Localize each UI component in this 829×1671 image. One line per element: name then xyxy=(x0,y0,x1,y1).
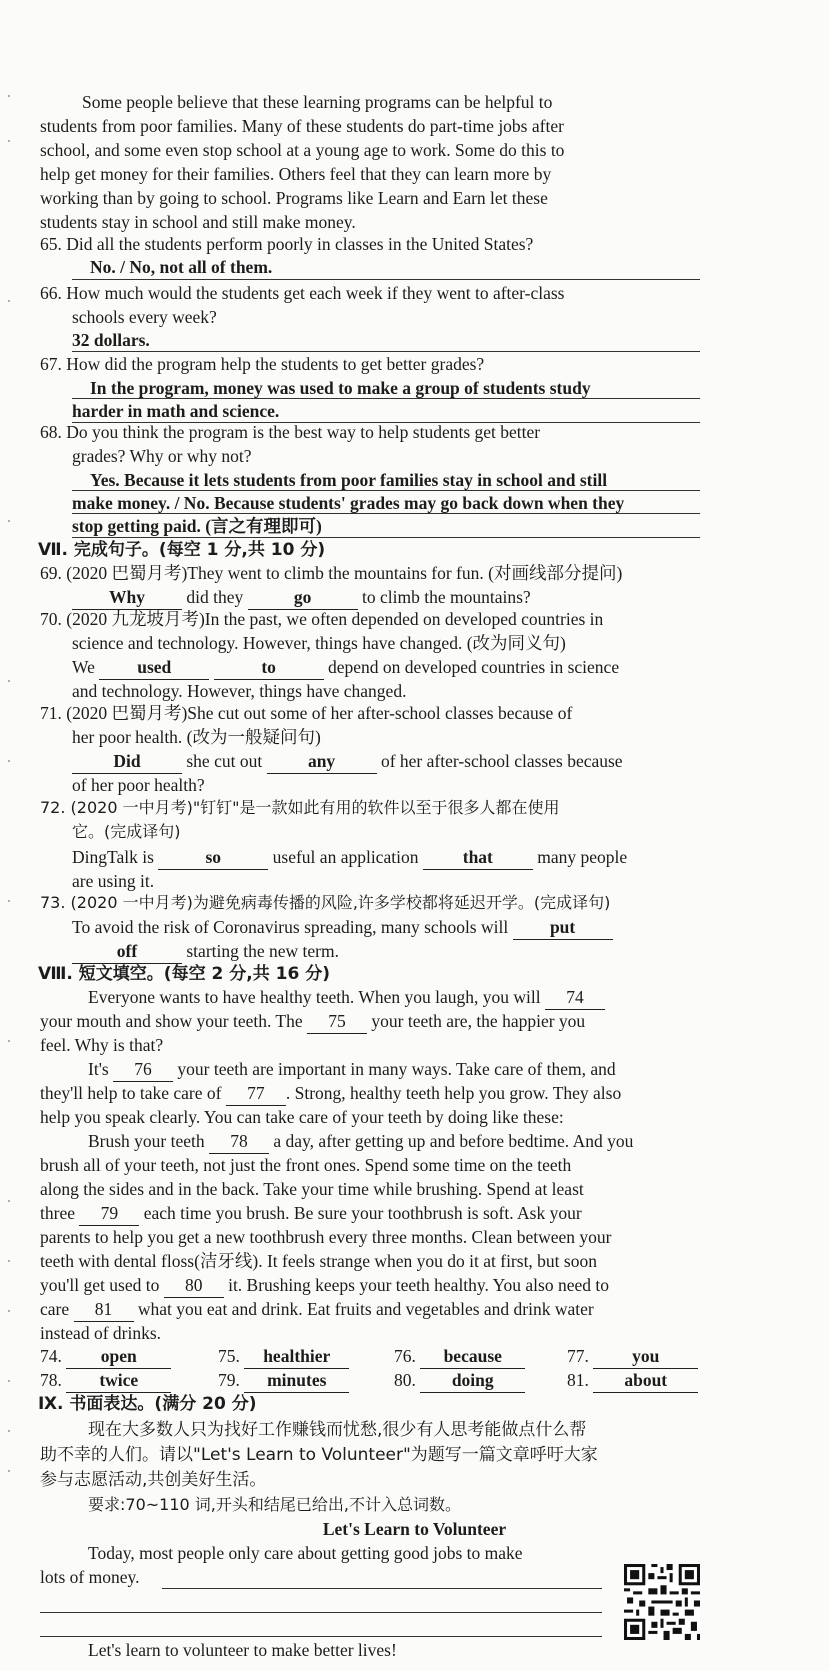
sentence-73-cont xyxy=(72,939,339,964)
answer-text: doing xyxy=(420,1368,525,1393)
blank-answer: any xyxy=(267,749,377,774)
answer-item xyxy=(40,1368,171,1393)
sentence-70 xyxy=(72,655,619,680)
answer-68-cont: stop getting paid. (言之有理即可) xyxy=(72,516,322,536)
question-73: 73. (2020 一中月考)为避免病毒传播的风险,许多学校都将延迟开学。(完成译句) xyxy=(40,893,611,912)
question-66-cont: schools every week? xyxy=(72,307,217,327)
sentence-72 xyxy=(72,845,627,870)
writing-line xyxy=(162,1588,602,1589)
answer-number: 74. xyxy=(40,1346,62,1366)
answer-item xyxy=(218,1344,349,1369)
passage-line: school, and some even stop school at a young age to work. Some do this to xyxy=(40,140,565,160)
blank-answer: off xyxy=(72,939,182,964)
answer-text: you xyxy=(593,1344,698,1369)
cloze-text: what you eat and drink. Eat fruits and vegetables and drink water xyxy=(137,1299,594,1319)
cloze-text: each time you brush. Be sure your toothbrush is soft. Ask your xyxy=(143,1203,582,1223)
answer-text: twice xyxy=(66,1368,171,1393)
section-title: Ⅷ. 短文填空。(每空 2 分,共 16 分) xyxy=(38,964,330,984)
cloze-line xyxy=(88,1129,633,1154)
blank-answer: Did xyxy=(72,749,182,774)
cloze-line xyxy=(40,1201,582,1226)
cloze-text: It's xyxy=(88,1059,109,1079)
sentence-text: to climb the mountains? xyxy=(362,587,531,607)
passage-line: working than by going to school. Programs like Learn and Earn let these xyxy=(40,188,548,208)
cloze-line: parents to help you get a new toothbrush every three months. Clean between your xyxy=(40,1227,612,1247)
sentence-text: DingTalk is xyxy=(72,847,154,867)
passage-line: students stay in school and still make money. xyxy=(40,212,356,232)
question-69: 69. (2020 巴蜀月考)They went to climb the mountains for fun. (对画线部分提问) xyxy=(40,563,623,583)
answer-item xyxy=(394,1368,525,1393)
sentence-73 xyxy=(72,915,613,940)
answer-text: because xyxy=(420,1344,525,1369)
cloze-line: brush all of your teeth, not just the front ones. Spend some time on the teeth xyxy=(40,1155,572,1175)
qr-code-icon xyxy=(624,1564,700,1640)
sentence-text: many people xyxy=(537,847,628,867)
answer-number: 80. xyxy=(394,1370,416,1390)
cloze-text: three xyxy=(40,1203,75,1223)
answer-rule xyxy=(72,513,700,514)
essay-start: Today, most people only care about getting good jobs to make xyxy=(88,1543,523,1563)
answer-rule xyxy=(72,279,700,280)
sentence-text: of her after-school classes because xyxy=(380,751,623,771)
answer-text: open xyxy=(66,1344,171,1369)
cloze-text: you'll get used to xyxy=(40,1275,160,1295)
cloze-text: . Strong, healthy teeth help you grow. They also xyxy=(285,1083,622,1103)
answer-item xyxy=(218,1368,349,1393)
answer-item xyxy=(40,1344,171,1369)
answer-68-cont: make money. / No. Because students' grades may go back down when they xyxy=(72,493,625,513)
question-70-cont: science and technology. However, things have changed. (改为同义句) xyxy=(72,633,566,653)
sentence-72-cont: are using it. xyxy=(72,871,155,891)
prompt-line: 参与志愿活动,共创美好生活。 xyxy=(40,1470,267,1490)
question-66: 66. How much would the students get each week if they went to after-class xyxy=(40,283,565,303)
blank-answer: that xyxy=(423,845,533,870)
cloze-line xyxy=(40,1273,609,1298)
answer-rule xyxy=(72,490,700,491)
sentence-71 xyxy=(72,749,623,774)
cloze-blank: 74 xyxy=(545,985,605,1010)
question-72-cont: 它。(完成译句) xyxy=(72,822,181,841)
cloze-line: instead of drinks. xyxy=(40,1323,162,1343)
cloze-text: your mouth and show your teeth. The xyxy=(40,1011,303,1031)
sentence-70-cont: and technology. However, things have changed. xyxy=(72,681,407,701)
requirement: 要求:70~110 词,开头和结尾已给出,不计入总词数。 xyxy=(88,1495,461,1514)
cloze-blank: 80 xyxy=(164,1273,224,1298)
sentence-text: she cut out xyxy=(186,751,263,771)
answer-68: Yes. Because it lets students from poor families stay in school and still xyxy=(90,470,608,490)
question-71: 71. (2020 巴蜀月考)She cut out some of her after-school classes because of xyxy=(40,703,573,723)
answer-number: 76. xyxy=(394,1346,416,1366)
cloze-blank: 81 xyxy=(74,1297,134,1322)
cloze-blank: 76 xyxy=(113,1057,173,1082)
answer-rule xyxy=(72,398,700,399)
sentence-text: To avoid the risk of Coronavirus spreading, many schools will xyxy=(72,917,509,937)
writing-line xyxy=(40,1636,602,1637)
cloze-blank: 75 xyxy=(307,1009,367,1034)
cloze-blank: 78 xyxy=(209,1129,269,1154)
sentence-text: starting the new term. xyxy=(186,941,339,961)
prompt-line: 现在大多数人只为找好工作赚钱而忧愁,很少有人思考能做点什么帮 xyxy=(88,1420,587,1440)
cloze-text: it. Brushing keeps your teeth healthy. You also need to xyxy=(228,1275,609,1295)
answer-item xyxy=(394,1344,525,1369)
question-65: 65. Did all the students perform poorly in classes in the United States? xyxy=(40,234,534,254)
answer-number: 77. xyxy=(567,1346,589,1366)
answer-67: In the program, money was used to make a group of students study xyxy=(90,378,591,398)
sentence-71-cont: of her poor health? xyxy=(72,775,205,795)
sentence-text: did they xyxy=(186,587,244,607)
sentence-text: depend on developed countries in science xyxy=(328,657,620,677)
blank-answer: to xyxy=(214,655,324,680)
cloze-line xyxy=(40,1009,585,1034)
prompt-line: 助不幸的人们。请以"Let's Learn to Volunteer"为题写一篇文章呼吁大家 xyxy=(40,1445,598,1465)
cloze-line: help you speak clearly. You can take care of your teeth by doing like these: xyxy=(40,1107,564,1127)
cloze-text: they'll help to take care of xyxy=(40,1083,222,1103)
question-70: 70. (2020 九龙坡月考)In the past, we often depended on developed countries in xyxy=(40,609,604,629)
question-68-cont: grades? Why or why not? xyxy=(72,446,252,466)
cloze-line: feel. Why is that? xyxy=(40,1035,164,1055)
passage-line: students from poor families. Many of these students do part-time jobs after xyxy=(40,116,564,136)
cloze-line xyxy=(88,1057,616,1082)
cloze-blank: 77 xyxy=(226,1081,286,1106)
blank-answer: put xyxy=(513,915,613,940)
essay-start-cont: lots of money. xyxy=(40,1567,140,1587)
essay-end: Let's learn to volunteer to make better lives! xyxy=(88,1640,397,1660)
cloze-text: Everyone wants to have healthy teeth. When you laugh, you will xyxy=(88,987,541,1007)
passage-line: Some people believe that these learning programs can be helpful to xyxy=(82,92,553,112)
answer-number: 79. xyxy=(218,1370,240,1390)
cloze-line xyxy=(40,1081,621,1106)
cloze-text: care xyxy=(40,1299,70,1319)
question-71-cont: her poor health. (改为一般疑问句) xyxy=(72,727,321,747)
blank-answer: used xyxy=(99,655,209,680)
cloze-line xyxy=(88,985,605,1010)
sentence-text: We xyxy=(72,657,95,677)
cloze-text: your teeth are, the happier you xyxy=(371,1011,586,1031)
answer-number: 81. xyxy=(567,1370,589,1390)
cloze-text: your teeth are important in many ways. Take care of them, and xyxy=(177,1059,616,1079)
passage-line: help get money for their families. Others feel that they can learn more by xyxy=(40,164,552,184)
blank-answer: go xyxy=(248,585,358,610)
question-72: 72. (2020 一中月考)"钉钉"是一款如此有用的软件以至于很多人都在使用 xyxy=(40,798,560,817)
essay-title: Let's Learn to Volunteer xyxy=(322,1519,507,1539)
answer-number: 75. xyxy=(218,1346,240,1366)
answer-text: healthier xyxy=(244,1344,349,1369)
answer-item xyxy=(567,1344,698,1369)
cloze-text: a day, after getting up and before bedtime. And you xyxy=(273,1131,634,1151)
cloze-line: teeth with dental floss(洁牙线). It feels strange when you do it at first, but soon xyxy=(40,1251,597,1271)
blank-answer: so xyxy=(158,845,268,870)
cloze-text: Brush your teeth xyxy=(88,1131,205,1151)
blank-answer: Why xyxy=(72,585,182,610)
answer-67-cont: harder in math and science. xyxy=(72,401,280,421)
cloze-line: along the sides and in the back. Take your time while brushing. Spend at least xyxy=(40,1179,584,1199)
answer-item xyxy=(567,1368,698,1393)
section-title: Ⅶ. 完成句子。(每空 1 分,共 10 分) xyxy=(38,540,326,560)
section-title: Ⅸ. 书面表达。(满分 20 分) xyxy=(38,1394,257,1414)
sentence-text: useful an application xyxy=(272,847,419,867)
answer-number: 78. xyxy=(40,1370,62,1390)
question-67: 67. How did the program help the students to get better grades? xyxy=(40,354,485,374)
answer-66: 32 dollars. xyxy=(72,330,150,350)
cloze-blank: 79 xyxy=(79,1201,139,1226)
writing-line xyxy=(40,1612,602,1613)
question-68: 68. Do you think the program is the best way to help students get better xyxy=(40,422,541,442)
cloze-line xyxy=(40,1297,594,1322)
answer-text: about xyxy=(593,1368,698,1393)
answer-65: No. / No, not all of them. xyxy=(90,257,273,277)
answer-text: minutes xyxy=(244,1368,349,1393)
